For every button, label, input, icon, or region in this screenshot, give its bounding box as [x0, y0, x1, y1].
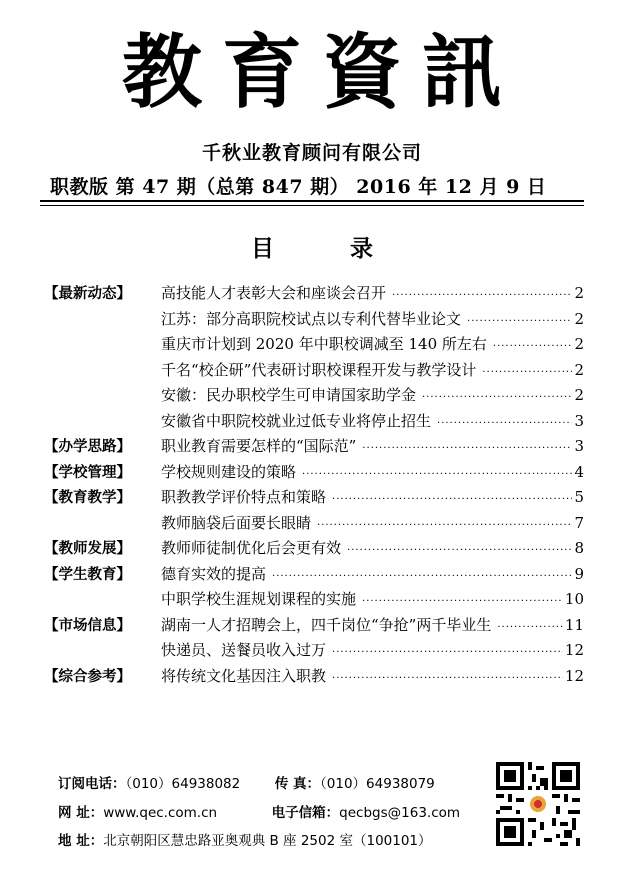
toc-row[interactable] [44, 461, 584, 487]
toc-category: 【最新动态】 [44, 286, 131, 302]
toc-page-number: 2 [574, 360, 584, 379]
footer-web-line [58, 801, 460, 821]
toc-page-number: 4 [574, 462, 584, 481]
toc-row[interactable] [44, 435, 584, 461]
toc-category: 【教育教学】 [44, 490, 131, 506]
toc-row[interactable] [44, 563, 584, 589]
website-label: 网 址： [58, 805, 104, 821]
toc-entry-title: 重庆市计划到 2020 年中职校调减至 140 所左右 [161, 335, 487, 353]
toc-row[interactable] [44, 384, 584, 410]
toc-page-number: 11 [564, 615, 584, 634]
toc-page-number: 2 [574, 386, 584, 404]
toc-entry-title: 学校规则建设的策略 [161, 462, 297, 481]
toc-heading: 目 录 [250, 235, 407, 262]
footer-address-line [58, 829, 432, 849]
toc-entry-title: 将传统文化基因注入职教 [161, 666, 327, 685]
toc-row[interactable] [44, 308, 584, 334]
toc-row[interactable] [44, 537, 584, 563]
toc-category: 【综合参考】 [44, 668, 131, 685]
fax-label: 传 真： [274, 776, 321, 792]
toc-category: 【学生教育】 [44, 566, 131, 583]
toc-leader-dots [332, 673, 563, 684]
address-value: 北京朝阳区慧忠路亚奥观典 B 座 2502 室（100101） [103, 833, 432, 849]
toc-row[interactable] [44, 588, 584, 614]
toc-entry-title: 安徽省中职院校就业过低专业将停止招生 [161, 411, 432, 430]
toc-leader-dots [272, 571, 572, 582]
toc-row[interactable] [44, 282, 584, 308]
footer-phone-line [58, 772, 435, 792]
toc-row[interactable] [44, 486, 584, 512]
toc-row[interactable] [44, 665, 584, 691]
subscribe-phone-value: （010）64938082 [125, 776, 241, 792]
fax-value: （010）64938079 [320, 776, 435, 792]
qr-code-icon [496, 762, 580, 846]
toc-leader-dots [497, 622, 563, 633]
toc-leader-dots [332, 494, 572, 505]
toc-leader-dots [332, 647, 563, 658]
toc-leader-dots [422, 392, 572, 403]
toc-entry-title: 教师师徒制优化后会更有效 [161, 539, 342, 557]
toc-page-number: 12 [564, 666, 584, 685]
email-link[interactable]: qecbgs@163.com [339, 805, 461, 821]
toc-leader-dots [362, 596, 563, 607]
toc-entry-title: 江苏：部分高职院校试点以专利代替毕业论文 [161, 309, 462, 328]
toc-leader-dots [362, 443, 572, 454]
toc-row[interactable] [44, 614, 584, 640]
toc-category: 【市场信息】 [44, 617, 131, 634]
address-label: 地 址： [58, 833, 104, 849]
toc-leader-dots [302, 469, 572, 480]
toc-leader-dots [467, 316, 572, 327]
masthead-title: 教育資訊 [122, 25, 522, 119]
toc-leader-dots [482, 367, 572, 378]
toc-row[interactable] [44, 410, 584, 436]
subscribe-phone-label: 订阅电话： [58, 776, 126, 792]
toc-page-number: 2 [574, 284, 584, 302]
toc-page-number: 3 [574, 437, 584, 455]
header-rule-thin [40, 205, 584, 206]
toc-row[interactable] [44, 512, 584, 538]
website-link[interactable]: www.qec.com.cn [103, 805, 218, 821]
toc-entry-title: 快递员、送餐员收入过万 [161, 641, 327, 659]
toc-entry-title: 德育实效的提高 [161, 564, 267, 583]
toc-page-number: 3 [574, 411, 584, 430]
toc-entry-title: 职业教育需要怎样的“国际范” [161, 437, 357, 455]
toc-entry-title: 职教教学评价特点和策略 [161, 488, 327, 506]
toc-category: 【办学思路】 [44, 439, 131, 455]
toc-entry-title: 千名“校企研”代表研讨职校课程开发与教学设计 [161, 360, 477, 379]
company-name: 千秋业教育顾问有限公司 [201, 142, 422, 164]
header-rule-thick [40, 200, 584, 202]
toc-category: 【教师发展】 [44, 541, 131, 557]
toc-leader-dots [493, 341, 572, 352]
toc-page-number: 2 [574, 309, 584, 328]
toc-row[interactable] [44, 333, 584, 359]
issue-line: 职教版 第 47 期（总第 847 期） 2016 年 12 月 9 日 [50, 176, 547, 198]
email-label: 电子信箱： [271, 805, 340, 821]
toc-leader-dots [317, 520, 572, 531]
toc-row[interactable] [44, 639, 584, 665]
table-of-contents [44, 282, 584, 690]
toc-entry-title: 中职学校生涯规划课程的实施 [161, 590, 357, 608]
toc-page-number: 5 [574, 488, 584, 506]
toc-page-number: 9 [574, 564, 584, 583]
toc-page-number: 8 [574, 539, 584, 557]
toc-category: 【学校管理】 [44, 464, 131, 481]
toc-page-number: 10 [564, 590, 584, 608]
toc-row[interactable] [44, 359, 584, 385]
toc-entry-title: 高技能人才表彰大会和座谈会召开 [161, 284, 387, 302]
toc-entry-title: 湖南一人才招聘会上，四千岗位“争抢”两千毕业生 [161, 615, 492, 634]
toc-leader-dots [347, 545, 572, 556]
toc-page-number: 12 [564, 641, 584, 659]
toc-leader-dots [437, 418, 572, 429]
toc-leader-dots [392, 290, 572, 301]
toc-entry-title: 教师脑袋后面要长眼睛 [161, 513, 312, 532]
toc-page-number: 7 [574, 513, 584, 532]
toc-page-number: 2 [574, 335, 584, 353]
toc-entry-title: 安徽：民办职校学生可申请国家助学金 [161, 386, 417, 404]
